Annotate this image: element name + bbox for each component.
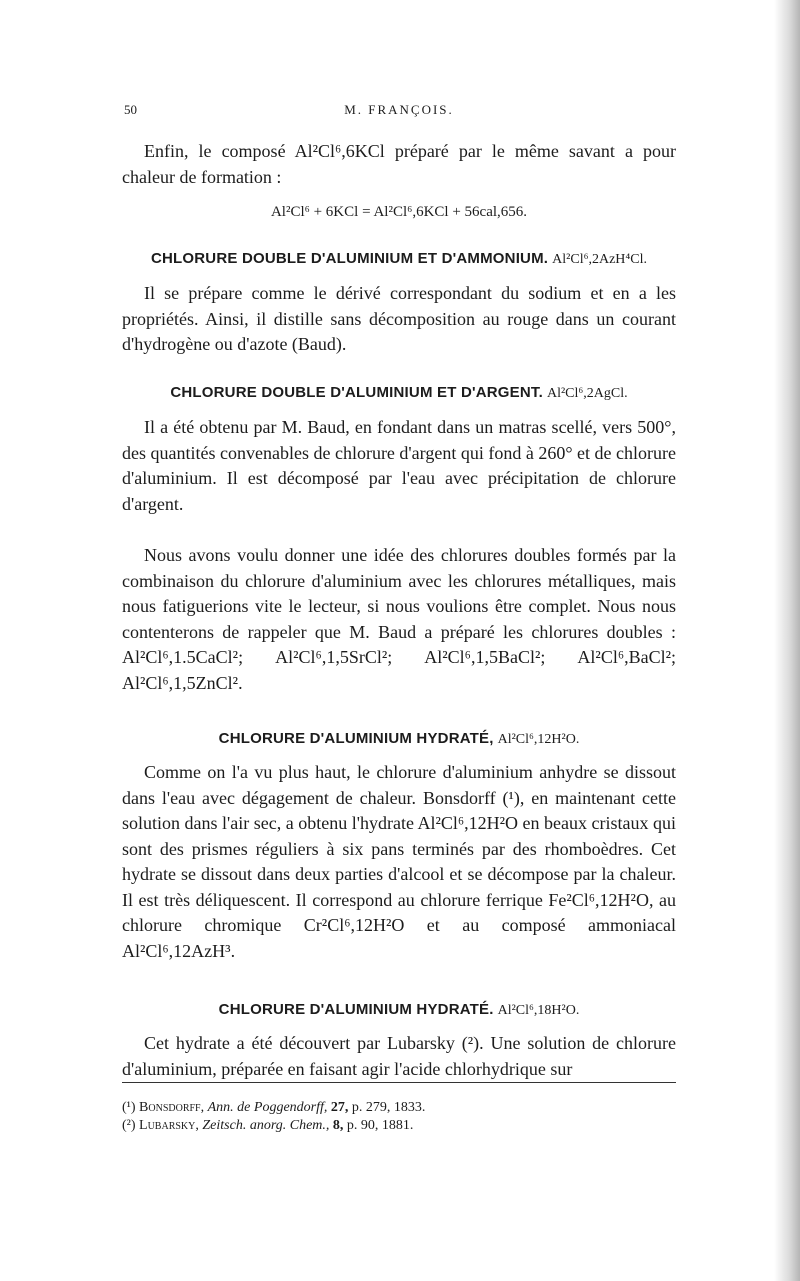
running-header	[124, 100, 674, 124]
heading-ammonium-formula: Al²Cl⁶,2AzH⁴Cl.	[552, 252, 648, 267]
footnote-2-mark: (²)	[122, 1118, 136, 1133]
ammonium-text: Il se prépare comme le dérivé correspondant du sodium et en a les propriétés. Ainsi, il distille sans décomposition au rouge dans un courant d'hydrogène ou d'azote (Baud).	[122, 283, 676, 354]
argent-text: Il a été obtenu par M. Baud, en fondant dans un matras scellé, vers 500°, des quantités convenables de chlorure d'argent qui fond à 260° et de chlorure d'aluminium. Il est décomposé par l'eau avec précipitation de chlorure d'argent.	[122, 417, 676, 514]
heading-ammonium-title: CHLORURE DOUBLE D'ALUMINIUM ET D'AMMONIUM.	[150, 250, 549, 267]
double-chlorides-paragraph	[122, 543, 676, 696]
double-chlorides-text: Nous avons voulu donner une idée des chlorures doubles formés par la combinaison du chlorure d'aluminium avec les chlorures métalliques, mais nous fatiguerions vite le lecteur, si nous voulions être complet. Nous nous contenterons de rappeler que M. Baud a préparé les chlorures doubles : Al²Cl⁶,1.5CaCl²; Al²Cl⁶,1,5SrCl²; Al²Cl⁶,1,5BaCl²; Al²Cl⁶,BaCl²; Al²Cl⁶,1,5ZnCl².	[122, 545, 676, 693]
footnote-2-rest: p. 90, 1881.	[346, 1118, 414, 1133]
footnote-1-author: Bonsdorff,	[139, 1100, 205, 1115]
footnote-2-volume: 8,	[332, 1118, 344, 1133]
footnote-rule	[122, 1082, 676, 1083]
footnote-2	[122, 1117, 676, 1134]
argent-paragraph	[122, 415, 676, 517]
footnote-1-journal: Ann. de Poggendorff,	[207, 1100, 328, 1115]
running-title: M. FRANÇOIS.	[344, 102, 454, 117]
footnote-2-author: Lubarsky,	[139, 1118, 199, 1133]
intro-text: Enfin, le composé Al²Cl⁶,6KCl préparé par le même savant a pour chaleur de formation :	[122, 141, 676, 187]
intro-paragraph	[122, 139, 676, 190]
heading-hydrate-18	[122, 1001, 676, 1019]
heading-hydrate-18-formula: Al²Cl⁶,18H²O.	[497, 1003, 580, 1018]
hydrate-18-paragraph	[122, 1031, 676, 1082]
hydrate-12-text: Comme on l'a vu plus haut, le chlorure d'aluminium anhydre se dissout dans l'eau avec dégagement de chaleur. Bonsdorff (¹), en maintenant cette solution dans l'air sec, a obtenu l'hydrate Al²Cl⁶,12H²O en beaux cristaux qui sont des prismes réguliers à six pans terminés par des rhomboèdres. Cet hydrate se dissout dans deux parties d'alcool et se décompose par la chaleur. Il est très déliquescent. Il correspond au chlorure ferrique Fe²Cl⁶,12H²O, au chlorure chromique Cr²Cl⁶,12H²O et au composé ammoniacal Al²Cl⁶,12AzH³.	[122, 762, 676, 961]
hydrate-12-paragraph	[122, 760, 676, 964]
footnote-1-mark: (¹)	[122, 1100, 136, 1115]
ammonium-paragraph	[122, 281, 676, 358]
heading-ammonium	[122, 250, 676, 268]
heading-argent	[122, 384, 676, 402]
formation-equation: Al²Cl⁶ + 6KCl = Al²Cl⁶,6KCl + 56cal,656.	[270, 204, 528, 220]
scan-shadow-edge	[774, 0, 800, 1281]
footnote-1-rest: p. 279, 1833.	[351, 1100, 426, 1115]
heading-hydrate-18-title: CHLORURE D'ALUMINIUM HYDRATÉ.	[218, 1001, 494, 1018]
page-number: 50	[124, 102, 137, 117]
heading-hydrate-12-formula: Al²Cl⁶,12H²O.	[497, 732, 580, 747]
footnote-2-journal: Zeitsch. anorg. Chem.,	[202, 1118, 330, 1133]
footnote-1	[122, 1099, 676, 1116]
heading-argent-formula: Al²Cl⁶,2AgCl.	[546, 386, 628, 401]
heading-hydrate-12	[122, 730, 676, 748]
heading-argent-title: CHLORURE DOUBLE D'ALUMINIUM ET D'ARGENT.	[170, 384, 543, 401]
heading-hydrate-12-title: CHLORURE D'ALUMINIUM HYDRATÉ,	[218, 730, 494, 747]
footnote-1-volume: 27,	[330, 1100, 349, 1115]
hydrate-18-text: Cet hydrate a été découvert par Lubarsky (²). Une solution de chlorure d'aluminium, préparée en faisant agir l'acide chlorhydrique sur	[122, 1033, 676, 1079]
